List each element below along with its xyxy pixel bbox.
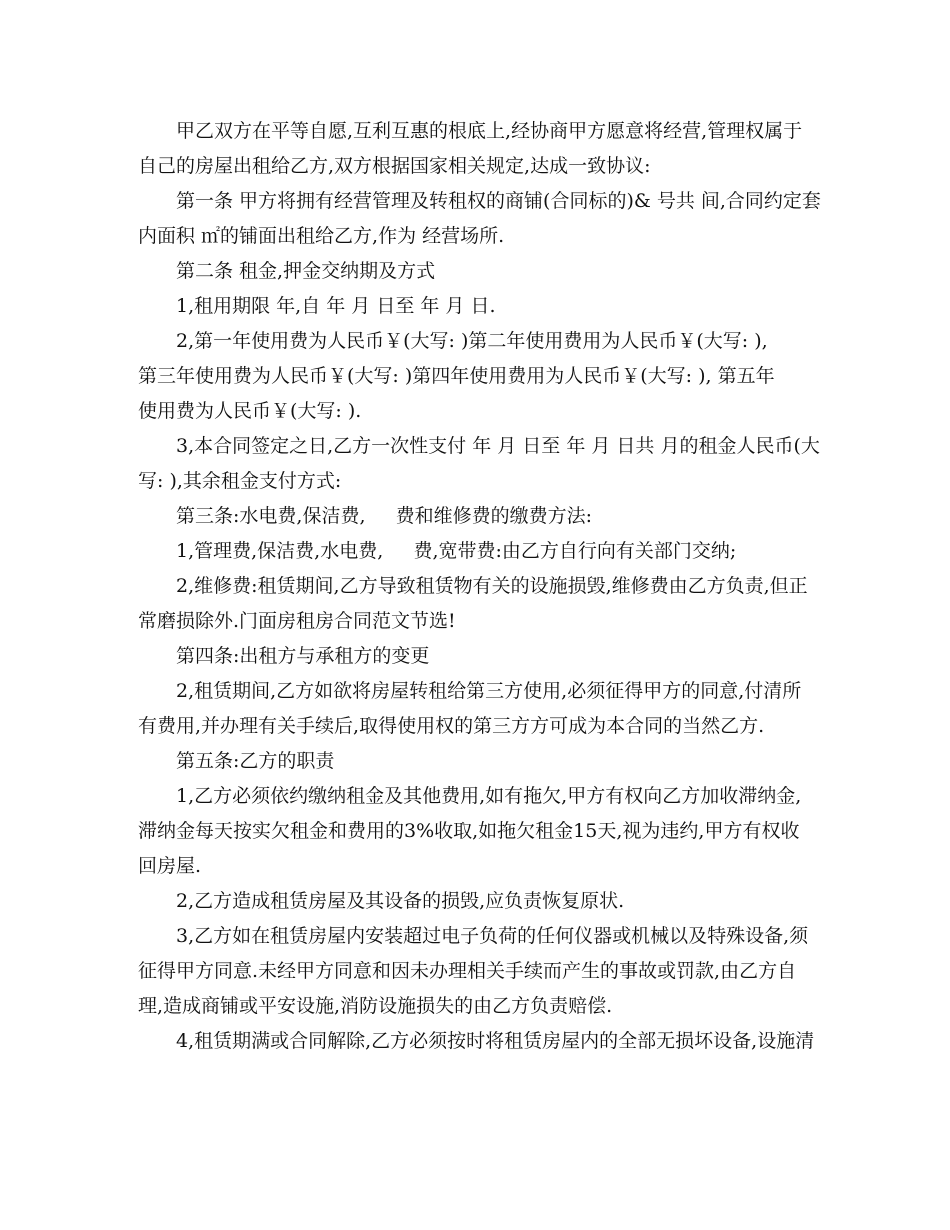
paragraph-line: 写: ),其余租金支付方式:	[138, 470, 342, 492]
paragraph-line: 2,租赁期间,乙方如欲将房屋转租给第三方使用,必须征得甲方的同意,付清所	[176, 680, 802, 702]
paragraph-line: 自己的房屋出租给乙方,双方根据国家相关规定,达成一致协议:	[138, 155, 651, 177]
paragraph-line: 4,租赁期满或合同解除,乙方必须按时将租赁房屋内的全部无损坏设备,设施清	[176, 1030, 815, 1052]
section-heading: 第二条 租金,押金交纳期及方式	[176, 260, 436, 282]
section-heading: 第四条:出租方与承租方的变更	[176, 645, 430, 667]
paragraph-line: 1,乙方必须依约缴纳租金及其他费用,如有拖欠,甲方有权向乙方加收滞纳金,	[176, 785, 802, 807]
paragraph-line: 3,本合同签定之日,乙方一次性支付 年 月 日至 年 月 日共 月的租金人民币(大	[176, 435, 820, 457]
section-heading: 第五条:乙方的职责	[176, 750, 335, 772]
paragraph-line: 2,维修费:租赁期间,乙方导致租赁物有关的设施损毁,维修费由乙方负责,但正	[176, 575, 808, 597]
paragraph-line: 有费用,并办理有关手续后,取得使用权的第三方方可成为本合同的当然乙方.	[138, 715, 765, 737]
paragraph-line: 第三年使用费为人民币￥(大写: )第四年使用费用为人民币￥(大写: ), 第五年	[138, 365, 775, 387]
paragraph-line: 常磨损除外.门面房租房合同范文节选!	[138, 610, 456, 632]
paragraph-line: 2,第一年使用费为人民币￥(大写: )第二年使用费用为人民币￥(大写: ),	[176, 330, 768, 352]
paragraph-line: 征得甲方同意.未经甲方同意和因未办理相关手续而产生的事故或罚款,由乙方自	[138, 960, 797, 982]
paragraph-line: 内面积 ㎡的铺面出租给乙方,作为 经营场所.	[138, 225, 505, 247]
paragraph-line: 1,管理费,保洁费,水电费, 费,宽带费:由乙方自行向有关部门交纳;	[176, 540, 737, 562]
paragraph-line: 3,乙方如在租赁房屋内安装超过电子负荷的任何仪器或机械以及特殊设备,须	[176, 925, 809, 947]
paragraph-line: 甲乙双方在平等自愿,互利互惠的根底上,经协商甲方愿意将经营,管理权属于	[176, 120, 803, 142]
section-heading: 第三条:水电费,保洁费, 费和维修费的缴费方法:	[176, 505, 593, 527]
paragraph-line: 回房屋.	[138, 855, 202, 877]
paragraph-line: 使用费为人民币￥(大写: ).	[138, 400, 362, 422]
paragraph-line: 滞纳金每天按实欠租金和费用的3%收取,如拖欠租金15天,视为违约,甲方有权收	[138, 820, 800, 842]
paragraph-line: 理,造成商铺或平安设施,消防设施损失的由乙方负责赔偿.	[138, 995, 613, 1017]
paragraph-line: 2,乙方造成租赁房屋及其设备的损毁,应负责恢复原状.	[176, 890, 625, 912]
paragraph-line: 1,租用期限 年,自 年 月 日至 年 月 日.	[176, 295, 496, 317]
paragraph-line: 第一条 甲方将拥有经营管理及转租权的商铺(合同标的)& 号共 间,合同约定套	[176, 190, 821, 212]
